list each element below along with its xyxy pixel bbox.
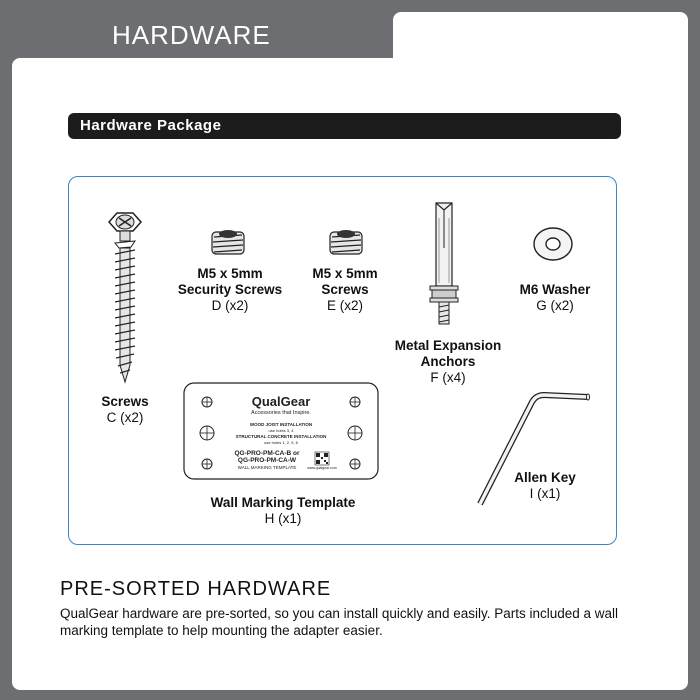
template-tagline: Accessories that Inspire. xyxy=(251,410,311,416)
template-name: Wall Marking Template xyxy=(210,495,356,510)
package-heading-bar xyxy=(68,113,621,139)
screws-count: C (x2) xyxy=(106,410,144,425)
page-title: HARDWARE xyxy=(112,20,271,50)
template-count: H (x1) xyxy=(264,511,302,526)
template-label xyxy=(183,495,383,527)
template-brand: QualGear xyxy=(251,394,311,409)
wall-marking-template-icon xyxy=(183,382,379,482)
allen-key-label xyxy=(500,470,590,502)
screws-label xyxy=(80,394,170,426)
template-model1: QG-PRO-PM-CA-B or xyxy=(234,450,300,457)
template-line1: WOOD JOIST INSTALLATION xyxy=(249,422,313,427)
screws-name: Screws xyxy=(101,394,149,409)
m5-screws-count: E (x2) xyxy=(326,298,363,313)
section-body: QualGear hardware are pre-sorted, so you can install quickly and easily. Parts included a wall marking template to help mounting the adapter easier. xyxy=(60,606,619,638)
allen-key-count: I (x1) xyxy=(529,486,561,501)
anchors-count: F (x4) xyxy=(430,370,466,385)
panel-tab xyxy=(393,12,688,72)
template-line3: STRUCTURAL CONCRETE INSTALLATION xyxy=(235,434,327,439)
security-screw-icon xyxy=(210,228,246,258)
package-heading-label: Hardware Package xyxy=(80,117,222,134)
expansion-anchor-icon xyxy=(426,198,462,326)
wood-screw-icon xyxy=(100,210,150,385)
qr-code-icon xyxy=(315,452,329,465)
anchors-label xyxy=(378,338,518,386)
security-screws-count: D (x2) xyxy=(211,298,249,313)
washer-name: M6 Washer xyxy=(519,282,591,297)
anchors-name-1: Metal Expansion xyxy=(394,338,502,353)
m5-screws-name-1: M5 x 5mm xyxy=(312,266,378,281)
washer-icon xyxy=(532,226,574,262)
washer-count: G (x2) xyxy=(536,298,574,313)
set-screw-icon xyxy=(328,228,364,258)
washer-label xyxy=(500,282,610,314)
m5-screws-name-2: Screws xyxy=(321,282,369,297)
security-screws-name-2: Security Screws xyxy=(177,282,283,297)
section-title: PRE-SORTED HARDWARE xyxy=(60,578,332,600)
template-line4: use holes 1, 2, 5, 6 xyxy=(264,440,298,445)
template-model2: QG-PRO-PM-CA-W xyxy=(237,457,297,464)
allen-key-name: Allen Key xyxy=(514,470,576,485)
security-screws-label xyxy=(160,266,300,314)
security-screws-name-1: M5 x 5mm xyxy=(197,266,263,281)
m5-screws-label xyxy=(290,266,400,314)
template-line2: use holes 3, 4 xyxy=(268,428,294,433)
template-url: www.qualgear.com xyxy=(307,466,337,470)
anchors-name-2: Anchors xyxy=(420,354,476,369)
template-caption: WALL MARKING TEMPLATE xyxy=(237,465,297,470)
